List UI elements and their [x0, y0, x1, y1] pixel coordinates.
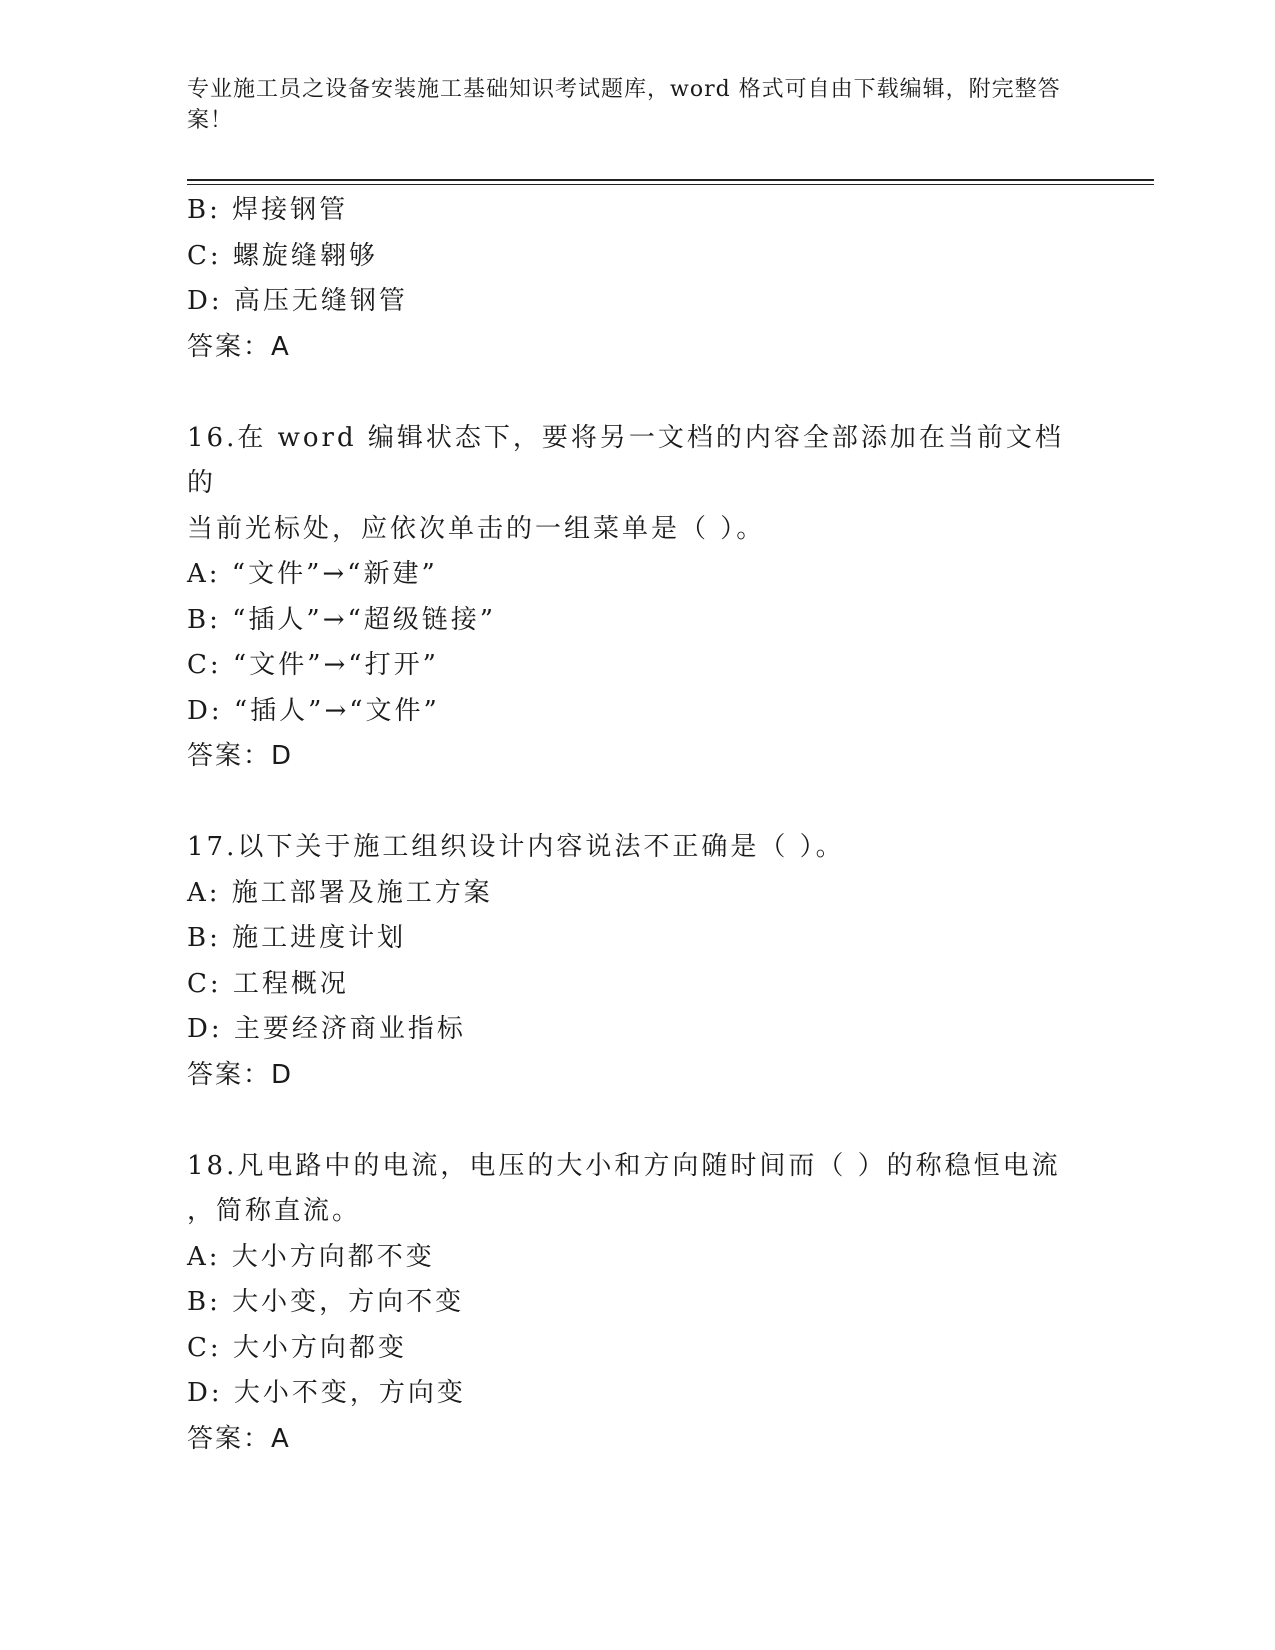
spacer: [187, 780, 1087, 826]
answer-line: 答案：D: [187, 741, 294, 771]
question-stem-line: 17.以下关于施工组织设计内容说法不正确是（ ）。: [187, 832, 845, 862]
option-d: D: 大小不变，方向变: [187, 1378, 466, 1408]
option-d: D: 主要经济商业指标: [187, 1014, 466, 1044]
option-b: B: 焊接钢管: [187, 195, 349, 225]
document-body: [187, 188, 1087, 1462]
spacer: [187, 1098, 1087, 1144]
option-c: C: 螺旋缝翱够: [187, 240, 378, 271]
option-c: C: 工程概况: [187, 968, 349, 999]
option-b: B: “插人”→“超级链接”: [187, 604, 497, 635]
question-17: [187, 825, 1087, 1098]
answer-line: 答案：A: [187, 1423, 291, 1454]
option-b: B: 大小变，方向不变: [187, 1287, 465, 1317]
question-15: [187, 188, 1087, 370]
document-header: 专业施工员之设备安装施工基础知识考试题库，word 格式可自由下载编辑，附完整答案！: [187, 77, 1061, 133]
question-stem-line: 当前光标处，应依次单击的一组菜单是（ ）。: [187, 513, 766, 544]
option-a: A: 施工部署及施工方案: [187, 877, 493, 908]
answer-line: 答案：D: [187, 1059, 294, 1090]
question-stem-line: 18.凡电路中的电流，电压的大小和方向随时间而（ ）的称稳恒电流: [187, 1150, 1061, 1181]
option-c: C: 大小方向都变: [187, 1332, 407, 1363]
option-c: C: “文件”→“打开”: [187, 650, 439, 680]
header-rule-thin: [187, 184, 1154, 185]
question-18: [187, 1144, 1087, 1463]
header-rule-thick: [187, 179, 1154, 181]
option-b: B: 施工进度计划: [187, 923, 407, 953]
spacer: [187, 370, 1087, 416]
option-d: D: 高压无缝钢管: [187, 286, 408, 316]
option-d: D: “插人”→“文件”: [187, 695, 440, 726]
option-a: A: 大小方向都不变: [187, 1241, 435, 1272]
question-stem-line: 16.在 word 编辑状态下，要将另一文档的内容全部添加在当前文档的: [187, 422, 1064, 498]
question-stem-line: ，简称直流。: [187, 1196, 362, 1226]
option-a: A: “文件”→“新建”: [187, 559, 438, 589]
question-16: [187, 416, 1087, 780]
answer-line: 答案：A: [187, 331, 291, 362]
